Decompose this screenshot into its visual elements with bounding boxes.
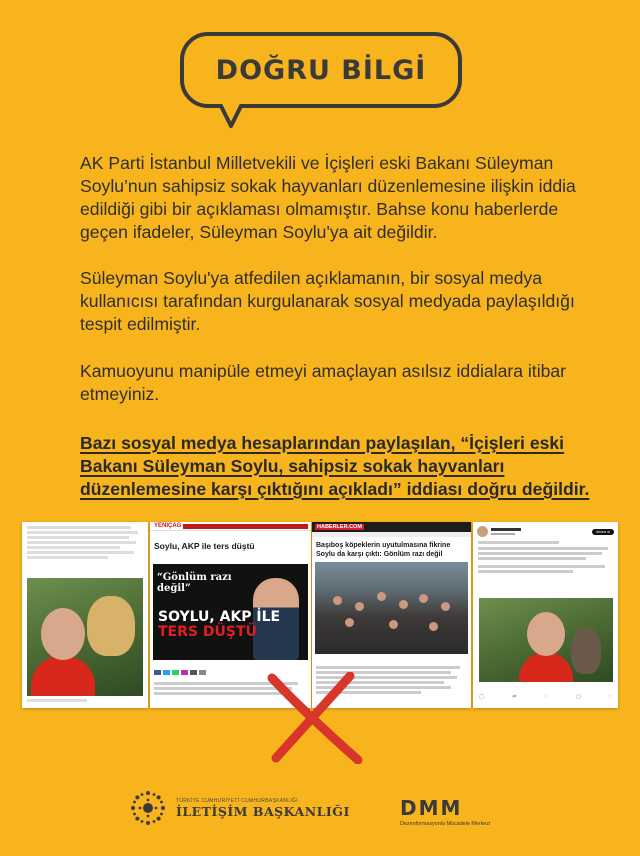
repost-icon[interactable]: ⇄ (512, 694, 517, 700)
paragraph-1: AK Parti İstanbul Milletvekili ve İçişleri eski Bakanı Süleyman Soylu’nun sahipsiz sokak hayvanları düzenlemesine ilişkin iddia edildiği gibi bir açıklaması olmamıştır. Bahse konu haberlerde geçen ifadeler, Süleyman Soylu'ya ait değildir. (80, 153, 576, 242)
haberler-logo: HABERLER.COM (317, 524, 362, 530)
share-buttons[interactable] (154, 670, 206, 675)
badge (180, 32, 462, 108)
hero-overlay-text: SOYLU, AKP İLE TERS DÜŞTÜ (158, 609, 281, 640)
post-text-block (473, 541, 618, 573)
post-text-block (22, 522, 148, 574)
iletisim-baskanligi-logo (128, 788, 350, 828)
post-action-bar[interactable] (479, 694, 611, 700)
article-hero-image (153, 564, 308, 660)
reply-icon[interactable]: ◯ (479, 694, 485, 700)
claim-statement: Bazı sosyal medya hesaplarından paylaşılan, “İçişleri eski Bakanı Süleyman Soylu, sahipsiz sokak hayvanları düzenlemesine karşı çıktığını açıkladı” iddiası doğru değildir. (80, 433, 590, 499)
red-x-mark-icon (264, 672, 364, 764)
avatar (477, 526, 488, 537)
dmm-subtitle: Dezenformasyonla Mücadele Merkezi (400, 821, 491, 827)
dmm-logo (400, 796, 490, 827)
share-icon[interactable]: ↑ (608, 694, 611, 700)
org-subtitle: TÜRKİYE CUMHURİYETİ CUMHURBAŞKANLIĞI (176, 797, 298, 804)
paragraph-2: Süleyman Soylu'ya atfedilen açıklamanın, bir sosyal medya kullanıcısı tarafından kurgulanarak sosyal medyada paylaşıldığı tespit edilmiştir. (80, 268, 575, 334)
paragraph-3: Kamuoyunu manipüle etmeyi amaçlayan asılsız iddialara itibar etmeyiniz. (80, 361, 567, 404)
dmm-wordmark: DMM (400, 796, 463, 820)
yenicag-logo: YENİÇAĞ (154, 523, 182, 529)
badge-title: DOĞRU BİLGİ (215, 54, 427, 86)
org-name: İLETİŞİM BAŞKANLIĞI (176, 803, 350, 819)
follow-button[interactable]: Abone ol (592, 529, 614, 535)
bookmark-icon[interactable]: ▢ (576, 694, 581, 700)
screenshot-social-post-1 (22, 522, 148, 708)
speech-bubble-tail-icon (218, 104, 244, 130)
article-headline: Başıboş köpeklerin uyutulmasına fikrine Soylu da karşı çıktı: Gönlüm razı değil (316, 542, 451, 558)
post-photo (27, 578, 143, 696)
hero-quote: “Gönlüm razı değil” (157, 572, 232, 594)
article-headline: Soylu, AKP ile ters düştü (154, 541, 255, 551)
crowd-photo (315, 562, 468, 654)
screenshot-x-post (473, 522, 618, 708)
emblem-icon (128, 788, 168, 828)
like-icon[interactable]: ♡ (544, 694, 549, 700)
post-photo (479, 598, 613, 682)
